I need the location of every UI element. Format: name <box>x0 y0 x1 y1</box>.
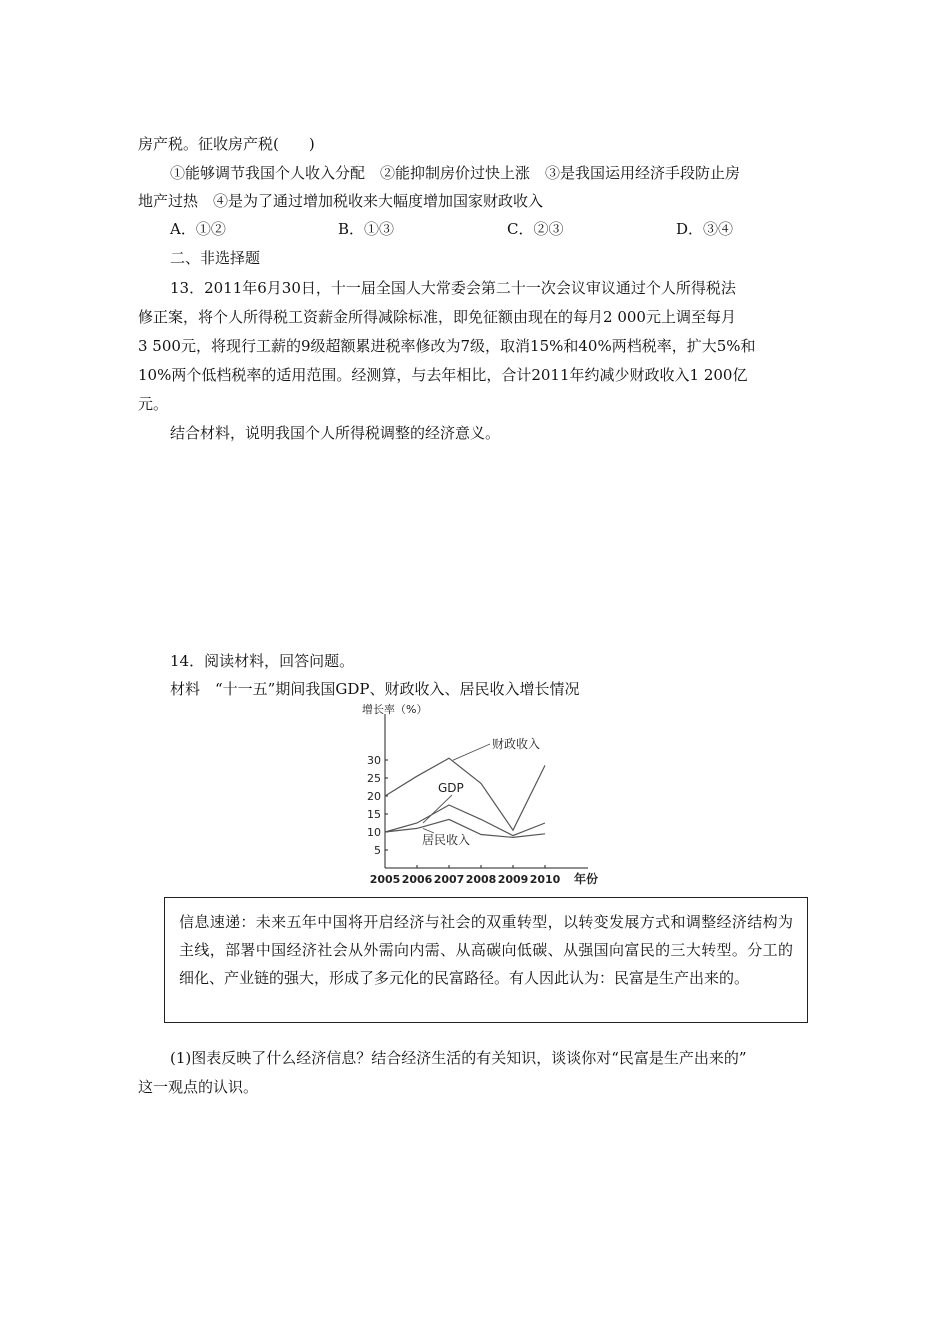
q12-option-d: D．③④ <box>676 220 734 238</box>
q13-question: 结合材料，说明我国个人所得税调整的经济意义。 <box>170 424 501 442</box>
x-tick-label: 2010 <box>529 873 561 886</box>
q12-statements-line1: ①能够调节我国个人收入分配 ②能抑制房价过快上涨 ③是我国运用经济手段防止房 <box>170 164 741 182</box>
series-label-1: GDP <box>438 781 464 795</box>
q12-statements-line2: 地产过热 ④是为了通过增加税收来大幅度增加国家财政收入 <box>138 192 544 210</box>
y-tick-label: 30 <box>367 754 381 767</box>
x-tick-label: 2008 <box>465 873 497 886</box>
q13-line-5: 元。 <box>138 395 169 413</box>
section2-title: 二、非选择题 <box>170 249 261 267</box>
growth-line-chart <box>360 700 620 888</box>
info-box <box>164 897 808 1023</box>
series-line-0 <box>385 758 545 830</box>
y-axis-label: 增长率（%） <box>362 703 428 716</box>
q14-material-title: 材料 “十一五”期间我国GDP、财政收入、居民收入增长情况 <box>170 680 580 698</box>
q14-sub1-line2: 这一观点的认识。 <box>138 1078 259 1096</box>
y-tick-label: 20 <box>367 790 381 803</box>
y-tick-label: 10 <box>367 826 381 839</box>
x-tick-label: 2009 <box>497 873 529 886</box>
x-tick-label: 2006 <box>401 873 433 886</box>
q12-option-c: C．②③ <box>507 220 564 238</box>
series-label-2: 居民收入 <box>422 833 471 847</box>
q13-line-1: 13．2011年6月30日，十一届全国人大常委会第二十一次会议审议通过个人所得税法 <box>170 279 736 297</box>
q13-line-3: 3 500元，将现行工薪的9级超额累进税率修改为7级，取消15%和40%两档税率，扩大5%和 <box>138 337 756 355</box>
x-axis-label: 年份 <box>574 872 599 886</box>
q14-sub1-line1: (1)图表反映了什么经济信息？结合经济生活的有关知识，谈谈你对“民富是生产出来的” <box>170 1049 747 1067</box>
series-leader-1 <box>423 795 452 823</box>
q12-stem-tail: 房产税。征收房产税( ) <box>138 135 315 153</box>
x-tick-label: 2005 <box>369 873 401 886</box>
series-leader-0 <box>453 744 490 760</box>
q12-option-a: A．①② <box>170 220 226 238</box>
series-label-0: 财政收入 <box>492 737 541 751</box>
q13-line-2: 修正案，将个人所得税工资薪金所得减除标准，即免征额由现在的每月2 000元上调至每月 <box>138 308 736 326</box>
series-line-1 <box>385 805 545 836</box>
q14-intro: 14．阅读材料，回答问题。 <box>170 652 355 670</box>
y-tick-label: 25 <box>367 772 381 785</box>
q12-option-b: B．①③ <box>338 220 395 238</box>
info-text: 信息速递：未来五年中国将开启经济与社会的双重转型，以转变发展方式和调整经济结构为主线，部署中国经济社会从外需向内需、从高碳向低碳、从强国向富民的三大转型。分工的细化、产业链的强大，形成了多元化的民富路径。有人因此认为：民富是生产出来的。 <box>179 913 793 987</box>
x-tick-label: 2007 <box>433 873 465 886</box>
y-tick-label: 5 <box>374 844 381 857</box>
y-tick-label: 15 <box>367 808 381 821</box>
q13-line-4: 10%两个低档税率的适用范围。经测算，与去年相比，合计2011年约减少财政收入1 200亿 <box>138 366 748 384</box>
